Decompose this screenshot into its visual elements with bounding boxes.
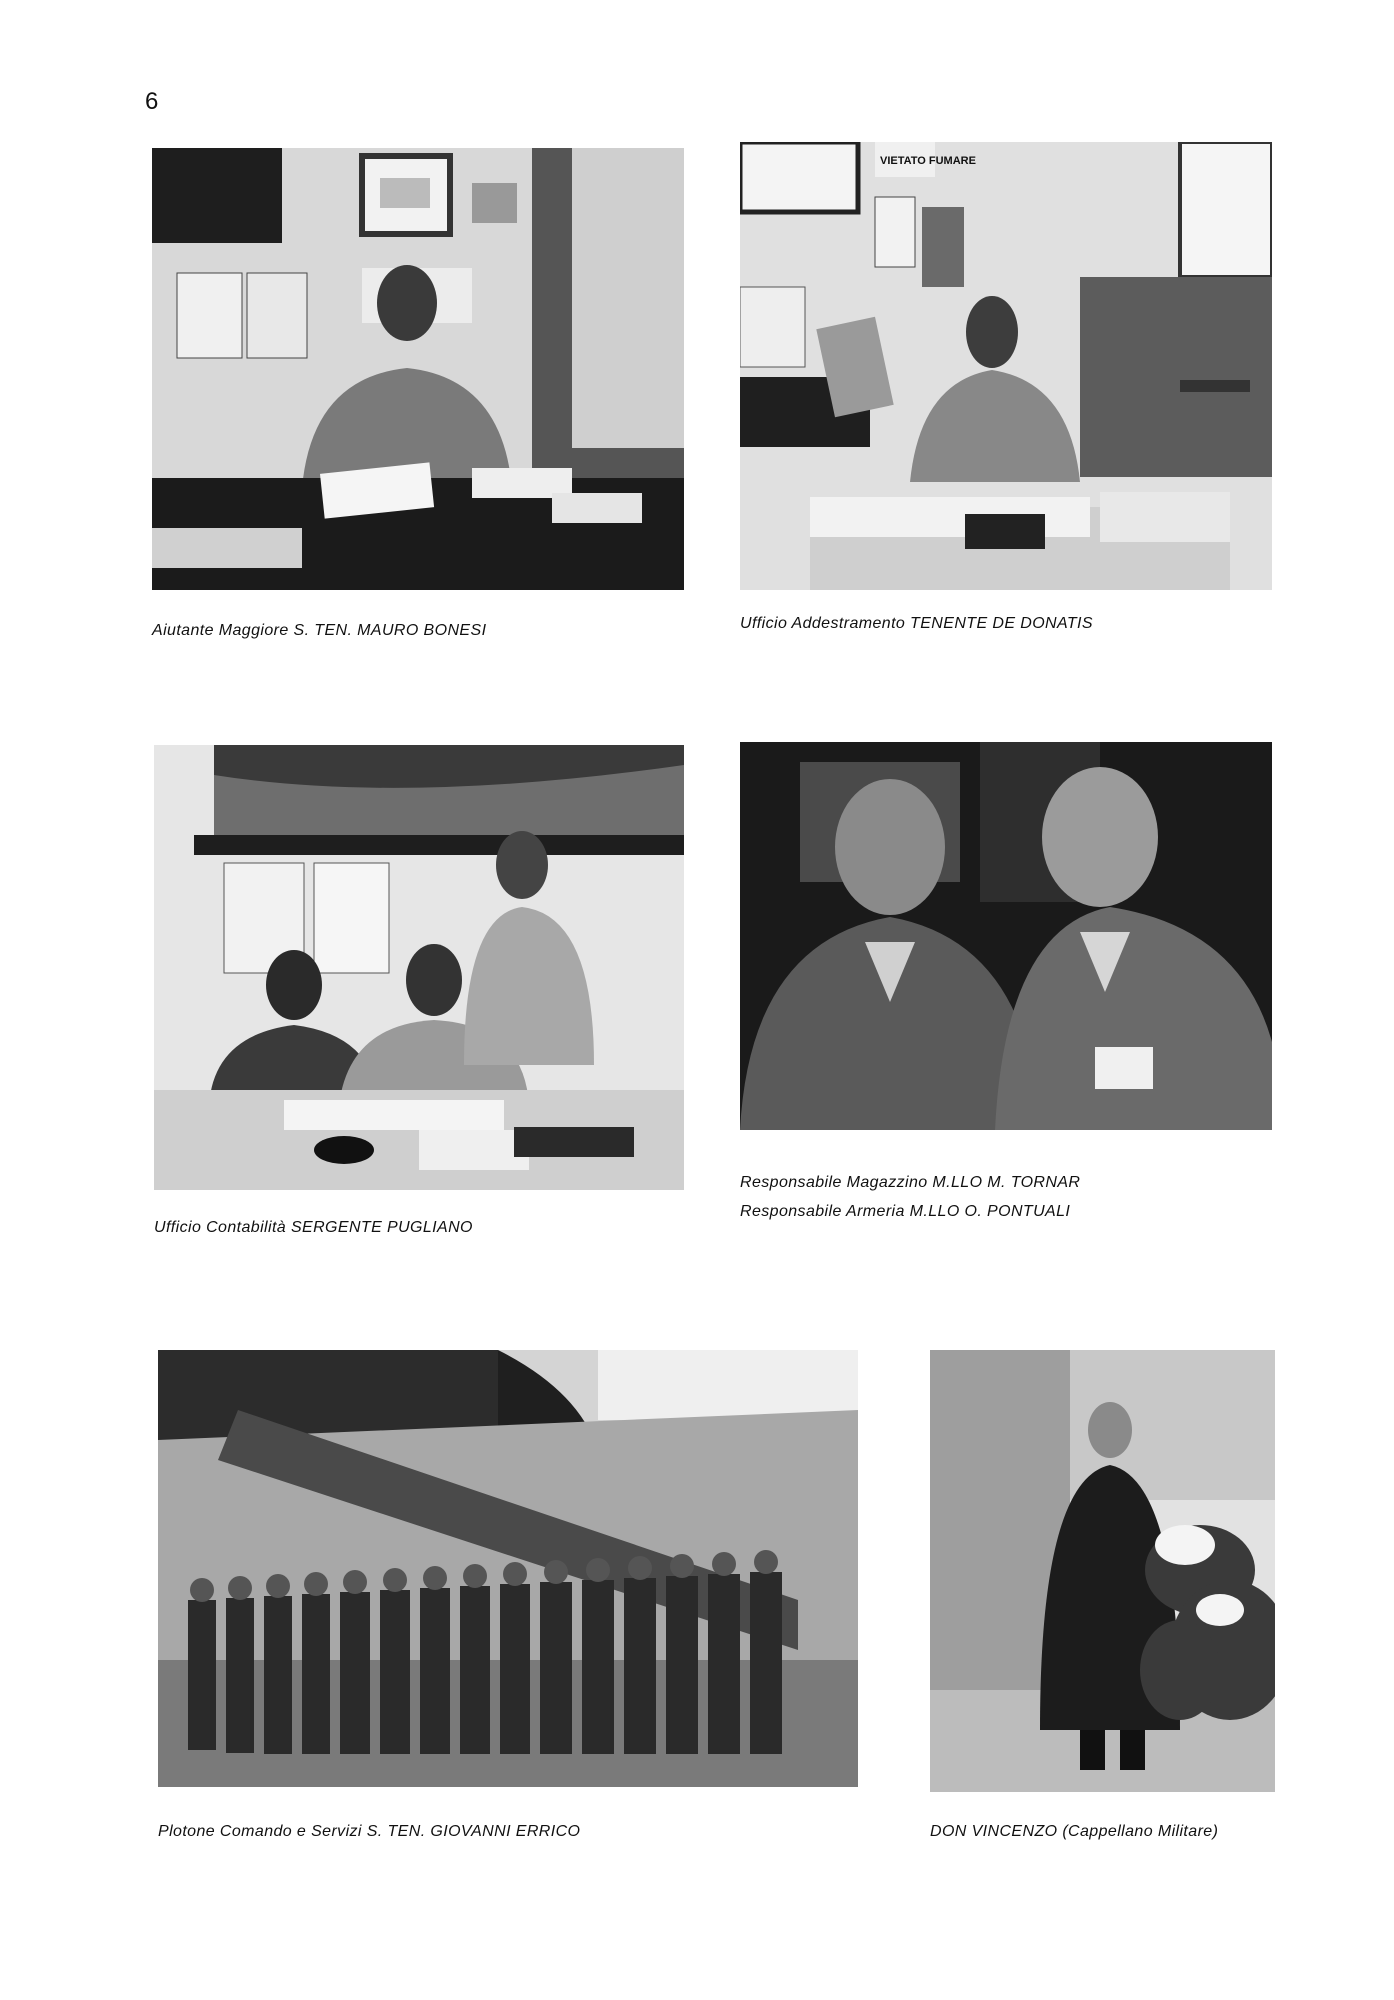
caption-aiutante-maggiore: Aiutante Maggiore S. TEN. MAURO BONESI <box>152 622 487 639</box>
caption-cappellano-militare: DON VINCENZO (Cappellano Militare) <box>930 1823 1219 1840</box>
caption-ufficio-contabilita: Ufficio Contabilità SERGENTE PUGLIANO <box>154 1219 473 1236</box>
photo-cappellano-militare <box>930 1350 1275 1792</box>
photo-magazzino-armeria <box>740 742 1272 1130</box>
caption-line-magazzino: Responsabile Magazzino M.LLO M. TORNAR <box>740 1174 1081 1191</box>
caption-line-armeria: Responsabile Armeria M.LLO O. PONTUALI <box>740 1203 1071 1220</box>
photo-ufficio-addestramento <box>740 142 1272 590</box>
caption-ufficio-addestramento: Ufficio Addestramento TENENTE DE DONATIS <box>740 615 1093 632</box>
caption-plotone-comando: Plotone Comando e Servizi S. TEN. GIOVANNI ERRICO <box>158 1823 581 1840</box>
photo-plotone-comando <box>158 1350 858 1787</box>
sign-vietato-fumare: VIETATO FUMARE <box>880 155 976 167</box>
photo-aiutante-maggiore <box>152 148 684 590</box>
caption-magazzino-armeria <box>740 1168 1080 1226</box>
photo-ufficio-contabilita <box>154 745 684 1190</box>
page-number: 6 <box>145 88 159 115</box>
